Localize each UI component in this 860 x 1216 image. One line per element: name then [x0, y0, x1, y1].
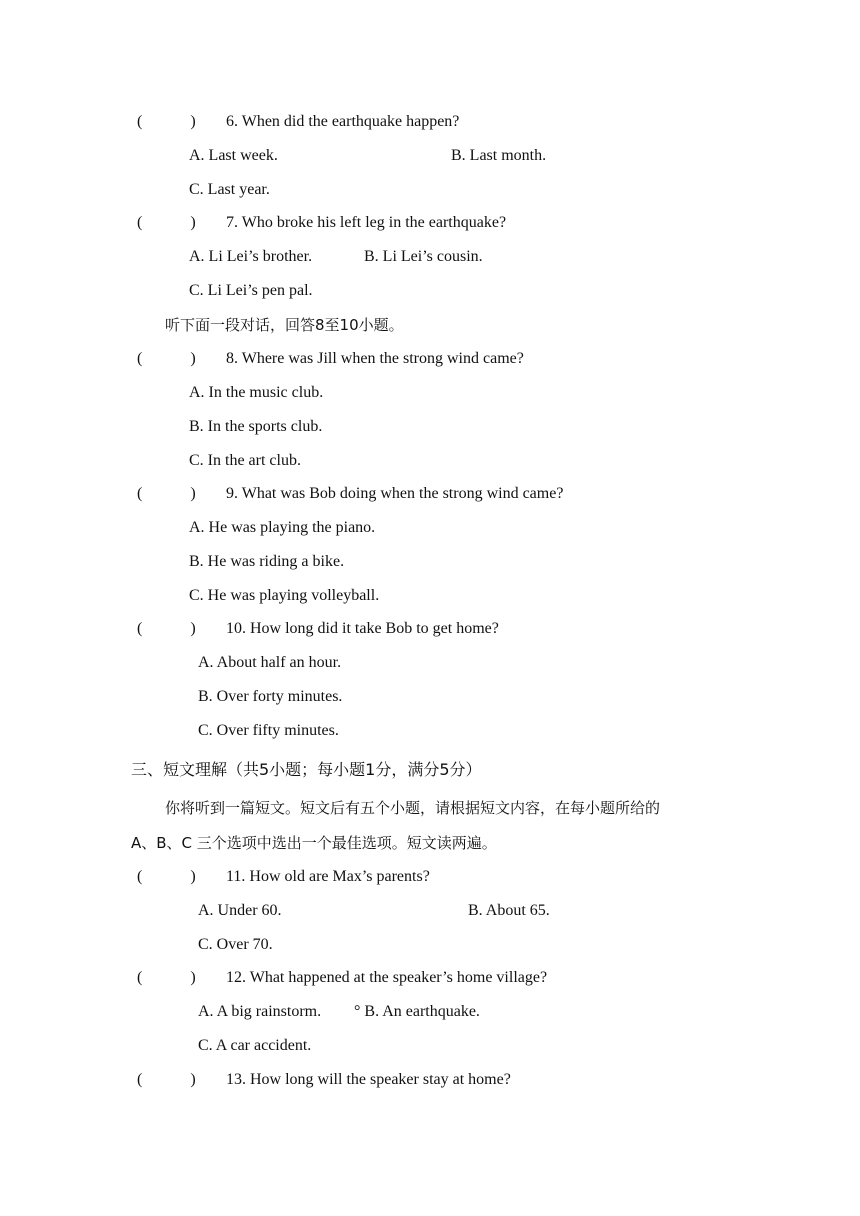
question-13-stem: 13. How long will the speaker stay at home?	[226, 1071, 511, 1088]
answer-blank[interactable]: ( )	[137, 113, 196, 130]
question-6-stem: 6. When did the earthquake happen?	[226, 113, 460, 130]
question-8-stem: 8. Where was Jill when the strong wind came?	[226, 350, 524, 367]
question-9-option-a: A. He was playing the piano.	[189, 519, 376, 536]
question-12-stem: 12. What happened at the speaker’s home village?	[226, 969, 548, 986]
section-3-intro-line-2: A、B、C 三个选项中选出一个最佳选项。短文读两遍。	[131, 834, 497, 852]
question-11-option-c: C. Over 70.	[198, 936, 273, 953]
question-8-option-b: B. In the sports club.	[189, 418, 323, 435]
question-8-option-a: A. In the music club.	[189, 384, 324, 401]
answer-blank[interactable]: ( )	[137, 350, 196, 367]
question-8-option-c: C. In the art club.	[189, 452, 301, 469]
answer-blank[interactable]: ( )	[137, 969, 196, 986]
question-12-option-b: ° B. An earthquake.	[354, 1003, 480, 1020]
question-6-option-b: B. Last month.	[451, 147, 547, 164]
question-7-option-b: B. Li Lei’s cousin.	[364, 248, 483, 265]
section-3-intro-line-1: 你将听到一篇短文。短文后有五个小题，请根据短文内容，在每小题所给的	[165, 799, 661, 817]
question-12-option-c: C. A car accident.	[198, 1037, 312, 1054]
question-7-option-c: C. Li Lei’s pen pal.	[189, 282, 313, 299]
question-10-option-a: A. About half an hour.	[198, 654, 342, 671]
question-9-stem: 9. What was Bob doing when the strong wind came?	[226, 485, 564, 502]
question-7-stem: 7. Who broke his left leg in the earthquake?	[226, 214, 507, 231]
question-7-option-a: A. Li Lei’s brother.	[189, 248, 313, 265]
question-11-option-b: B. About 65.	[468, 902, 550, 919]
question-9-option-c: C. He was playing volleyball.	[189, 587, 380, 604]
question-6-option-c: C. Last year.	[189, 181, 270, 198]
answer-blank[interactable]: ( )	[137, 620, 196, 637]
section-3-title: 三、短文理解（共5小题；每小题1分，满分5分）	[131, 760, 482, 779]
question-6-option-a: A. Last week.	[189, 147, 278, 164]
question-11-option-a: A. Under 60.	[198, 902, 282, 919]
question-10-stem: 10. How long did it take Bob to get home?	[226, 620, 499, 637]
instruction-8-10: 听下面一段对话，回答8至10小题。	[165, 316, 404, 334]
question-10-option-b: B. Over forty minutes.	[198, 688, 343, 705]
question-12-option-a: A. A big rainstorm.	[198, 1003, 322, 1020]
answer-blank[interactable]: ( )	[137, 485, 196, 502]
answer-blank[interactable]: ( )	[137, 214, 196, 231]
question-10-option-c: C. Over fifty minutes.	[198, 722, 339, 739]
question-9-option-b: B. He was riding a bike.	[189, 553, 345, 570]
answer-blank[interactable]: ( )	[137, 1071, 196, 1088]
question-11-stem: 11. How old are Max’s parents?	[226, 868, 430, 885]
answer-blank[interactable]: ( )	[137, 868, 196, 885]
